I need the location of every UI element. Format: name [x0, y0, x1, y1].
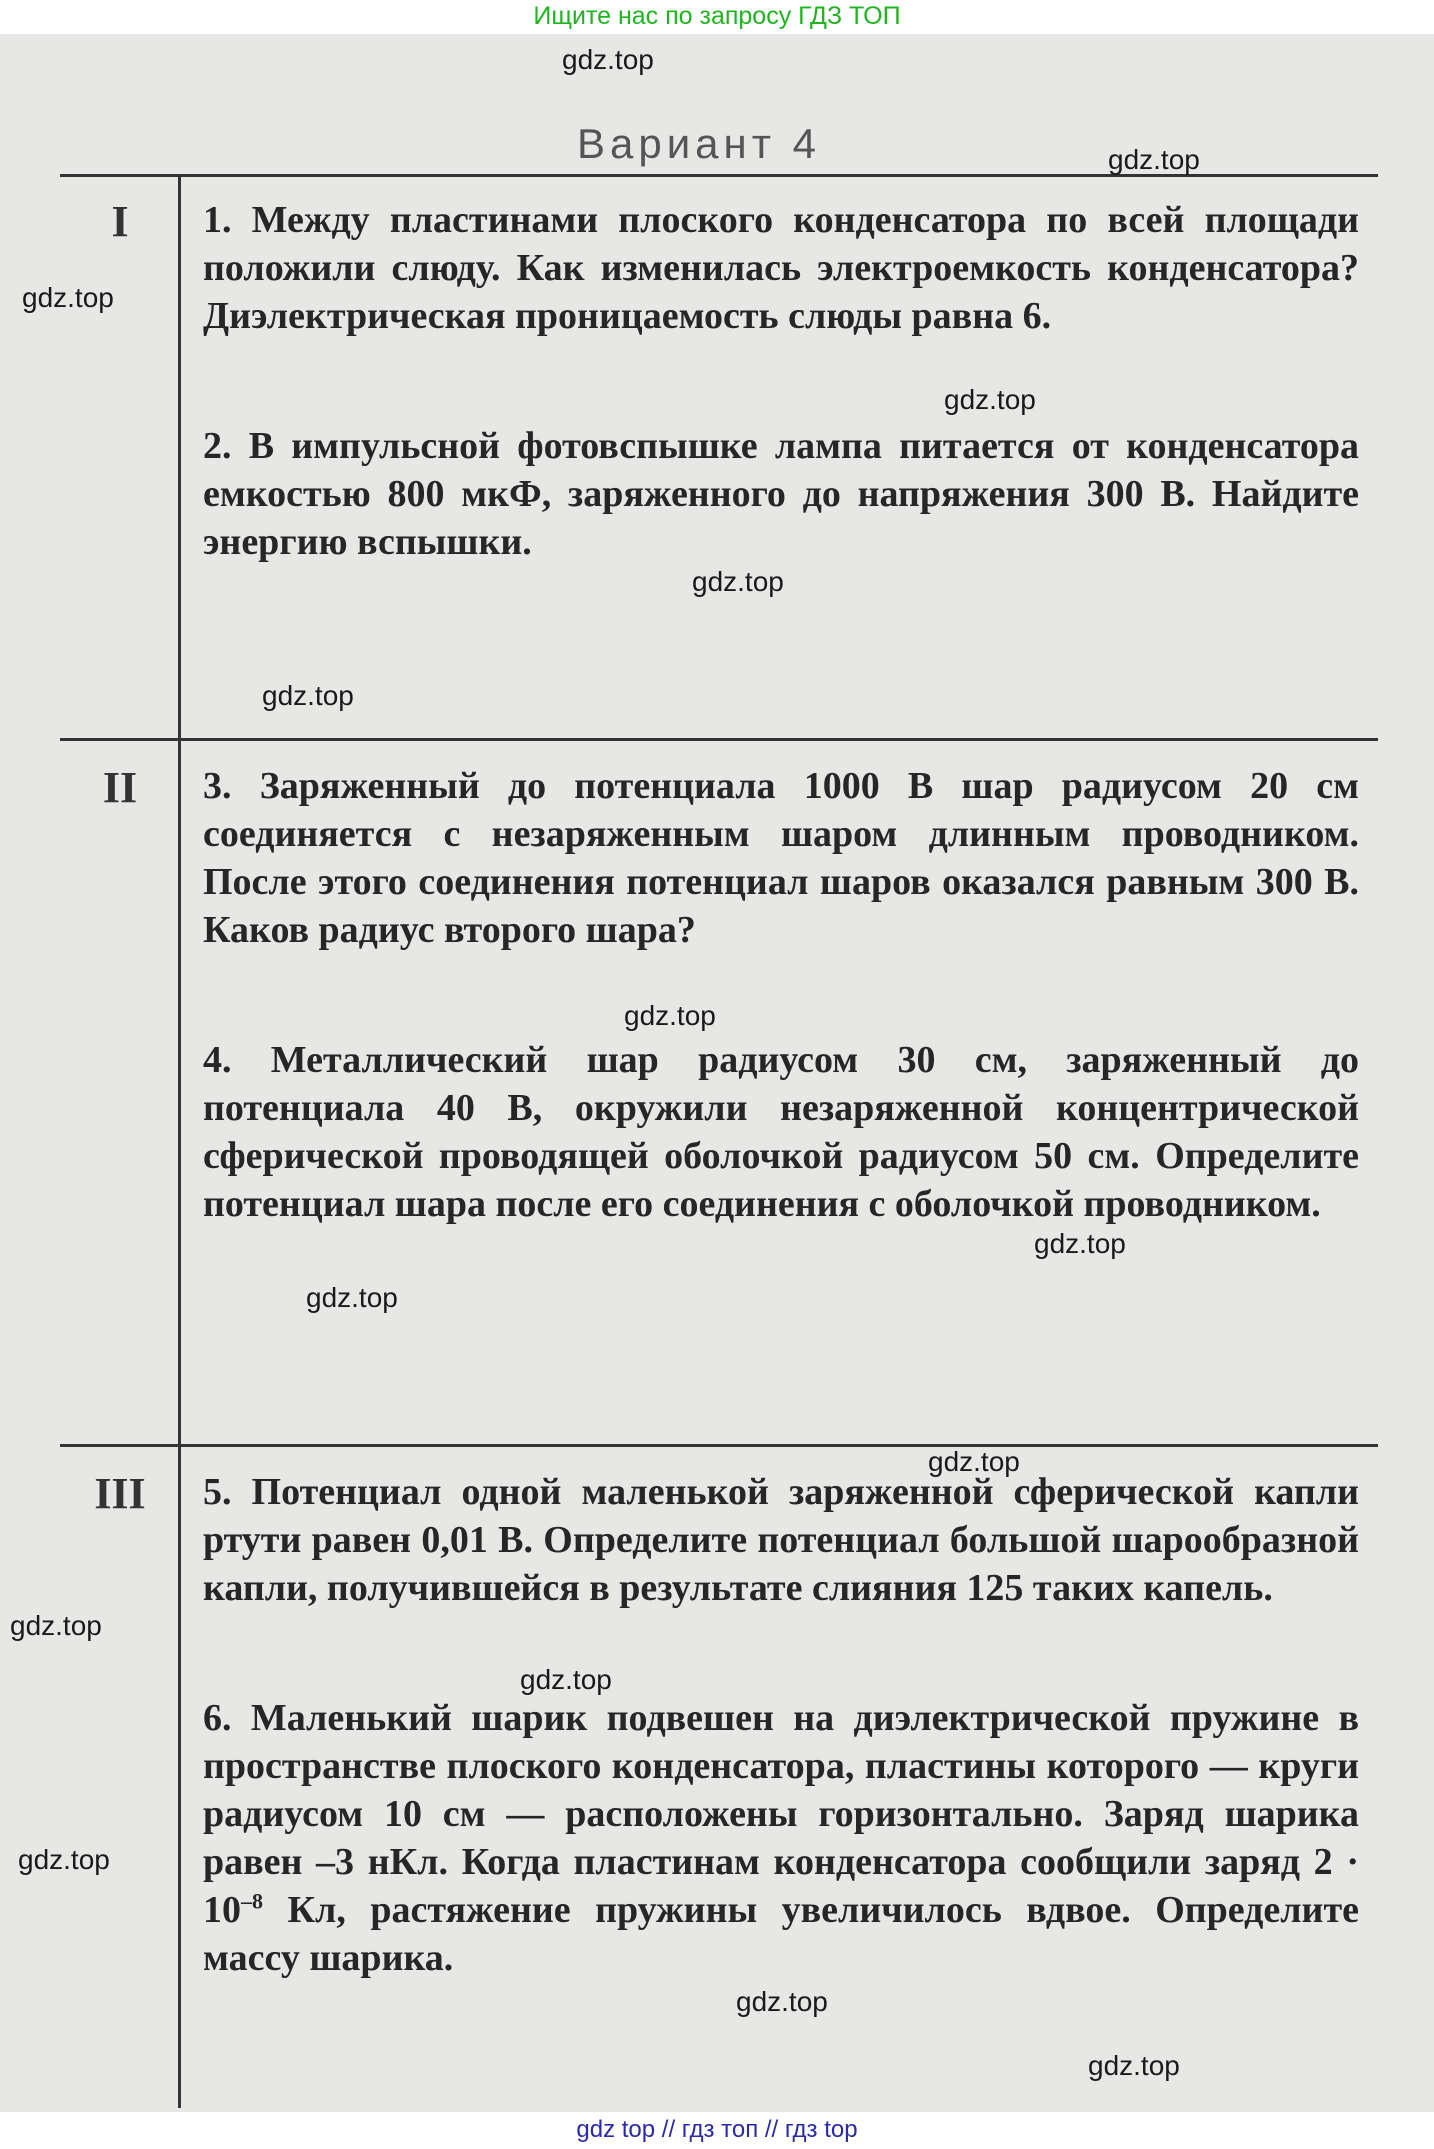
task-4 [203, 1036, 1359, 1228]
level-label-2: II [102, 763, 138, 812]
task-number: 1. [203, 199, 232, 241]
watermark: gdz.top [520, 1664, 612, 1695]
task-text: Между пластинами плоского конденсатора по всей площади положили слюду. Как изменилась электроемкость конденсатора? Диэлектрическая проницаемость слюды равна 6. [203, 199, 1359, 337]
task-number: 4. [203, 1039, 232, 1081]
watermark: gdz.top [736, 1986, 828, 2017]
task-6 [203, 1694, 1359, 1982]
table-column-divider [178, 174, 181, 2108]
task-text-part-b: Кл, растяжение пружины увеличилось вдвое. Определите массу шарика. [203, 1889, 1359, 1979]
task-number: 6. [203, 1697, 232, 1739]
task-text-part-a: Маленький шарик подвешен на диэлектрической пружине в пространстве плоского конденсатора, пластины которого — круги радиусом 10 см — расположены горизонтально. Заряд шарика равен –3 нКл. Когда пластинам конденсатора сообщили заряд 2 · 10 [203, 1697, 1359, 1931]
exponent: –8 [241, 1888, 263, 1914]
task-text: Потенциал одной маленькой заряженной сферической капли ртути равен 0,01 В. Определите потенциал большой шарообразной капли, получившейся в результате слияния 125 таких капель. [203, 1471, 1359, 1609]
task-1 [203, 196, 1359, 340]
watermark: gdz.top [1088, 2050, 1180, 2081]
page-title: Вариант 4 [576, 120, 821, 167]
task-number: 5. [203, 1471, 232, 1513]
top-banner[interactable]: Ищите нас по запросу ГДЗ ТОП [533, 2, 901, 30]
watermark: gdz.top [624, 1000, 716, 1031]
watermark: gdz.top [1108, 144, 1200, 175]
page-scan [0, 34, 1434, 2112]
level-label-3: III [94, 1469, 146, 1518]
watermark: gdz.top [944, 384, 1036, 415]
watermark: gdz.top [928, 1446, 1020, 1477]
level-divider-2 [60, 1444, 1378, 1447]
watermark: gdz.top [306, 1282, 398, 1313]
level-label-1: I [111, 197, 129, 246]
watermark: gdz.top [262, 680, 354, 711]
task-3 [203, 762, 1359, 954]
watermark: gdz.top [10, 1610, 102, 1641]
task-number: 3. [203, 765, 232, 807]
level-divider-1 [60, 738, 1378, 741]
watermark: gdz.top [562, 44, 654, 75]
task-number: 2. [203, 425, 232, 467]
task-text: В импульсной фотовспышке лампа питается от конденсатора емкостью 800 мкФ, заряженного до напряжения 300 В. Найдите энергию вспышки. [203, 425, 1359, 563]
task-text: Металлический шар радиусом 30 см, заряженный до потенциала 40 В, окружили незаряженной концентрической сферической проводящей оболочкой радиусом 50 см. Определите потенциал шара после его соединения с оболочкой проводником. [203, 1039, 1359, 1225]
task-2 [203, 422, 1359, 566]
watermark: gdz.top [1034, 1228, 1126, 1259]
bottom-banner[interactable]: gdz top // гдз топ // гдз top [0, 2112, 1434, 2149]
task-text: Заряженный до потенциала 1000 В шар радиусом 20 см соединяется с незаряженным шаром длинным проводником. После этого соединения потенциал шаров оказался равным 300 В. Каков радиус второго шара? [203, 765, 1360, 951]
watermark: gdz.top [22, 282, 114, 313]
watermark: gdz.top [18, 1844, 110, 1875]
watermark: gdz.top [692, 566, 784, 597]
task-5 [203, 1468, 1359, 1612]
